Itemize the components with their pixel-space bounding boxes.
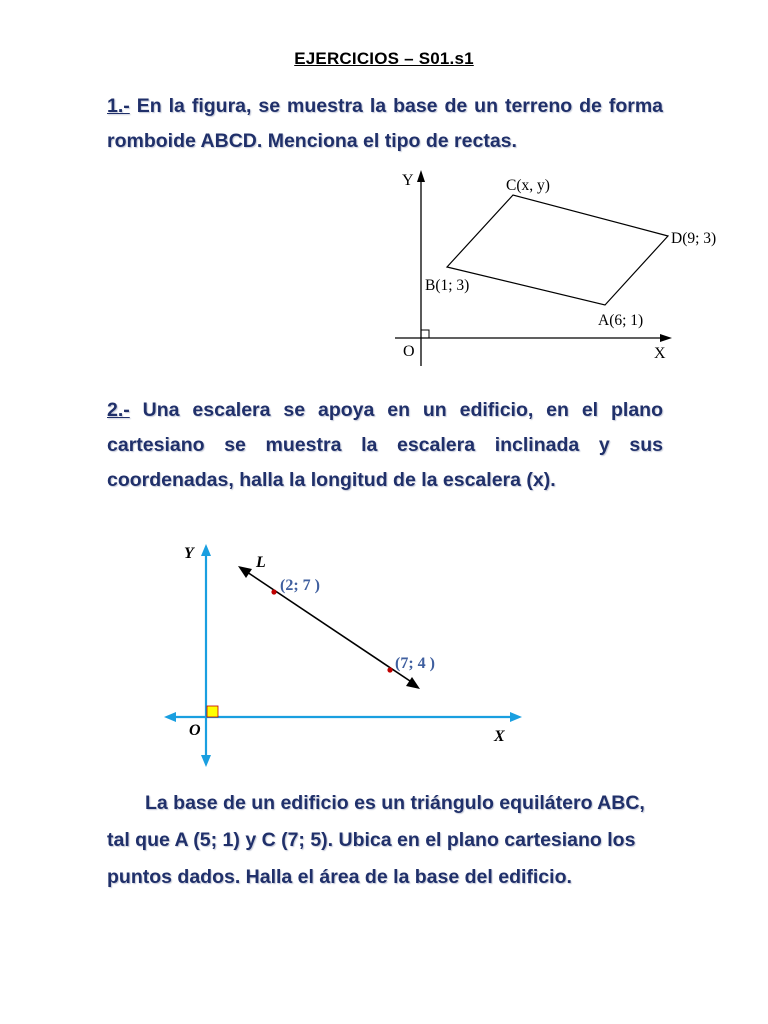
ladder-line-arrow-start	[238, 566, 252, 578]
figure2-y-axis-arrow-up	[201, 544, 211, 556]
point-d-label: D(9; 3)	[671, 230, 717, 247]
rhomboid-abcd	[447, 195, 668, 305]
figure1-y-label: Y	[402, 172, 414, 189]
exercise-2-number: 2.-	[107, 399, 130, 421]
ladder-line-l	[247, 572, 413, 683]
figure1-y-axis-arrow	[417, 170, 425, 182]
page-title: EJERCICIOS – S01.s1	[294, 49, 474, 68]
figure1-origin-label: O	[403, 343, 415, 360]
exercise-1-statement: En la figura, se muestra la base de un terreno de forma romboide ABCD. Menciona el tipo de rectas.	[107, 95, 664, 152]
figure1-right-angle-mark	[421, 330, 429, 338]
point-b-label: B(1; 3)	[425, 277, 470, 294]
figure1-x-label: X	[654, 345, 666, 362]
figure2-y-axis-arrow-down	[201, 755, 211, 767]
ladder-point-2-label: (7; 4 )	[395, 655, 435, 672]
figure1-x-axis-arrow	[660, 334, 672, 342]
figure2-x-label: X	[494, 728, 505, 745]
point-a-label: A(6; 1)	[598, 312, 644, 329]
figure2-line-label: L	[256, 554, 266, 571]
exercise-2-text	[107, 393, 663, 498]
exercise-2-statement: Una escalera se apoya en un edificio, en el plano cartesiano se muestra la escalera inclinada y sus coordenadas, halla la longitud de la escalera (x).	[107, 399, 663, 491]
figure2-y-label: Y	[184, 545, 194, 562]
exercise-1-number: 1.-	[107, 95, 130, 117]
ladder-point-2	[387, 667, 392, 672]
figure2-x-axis-arrow-right	[510, 712, 522, 722]
exercise-3-statement: La base de un edificio es un triángulo equilátero ABC, tal que A (5; 1) y C (7; 5). Ubica en el plano cartesiano los puntos dados. Halla el área de la base del edificio.	[107, 792, 645, 888]
figure2-right-angle-mark	[207, 706, 218, 717]
figure2-x-axis-arrow-left	[164, 712, 176, 722]
exercise-3-text	[107, 785, 667, 896]
ladder-point-1-label: (2; 7 )	[280, 577, 320, 594]
point-c-label: C(x, y)	[506, 177, 550, 194]
ladder-figure	[164, 544, 522, 767]
ladder-point-1	[271, 589, 276, 594]
figure2-origin-label: O	[189, 722, 201, 739]
